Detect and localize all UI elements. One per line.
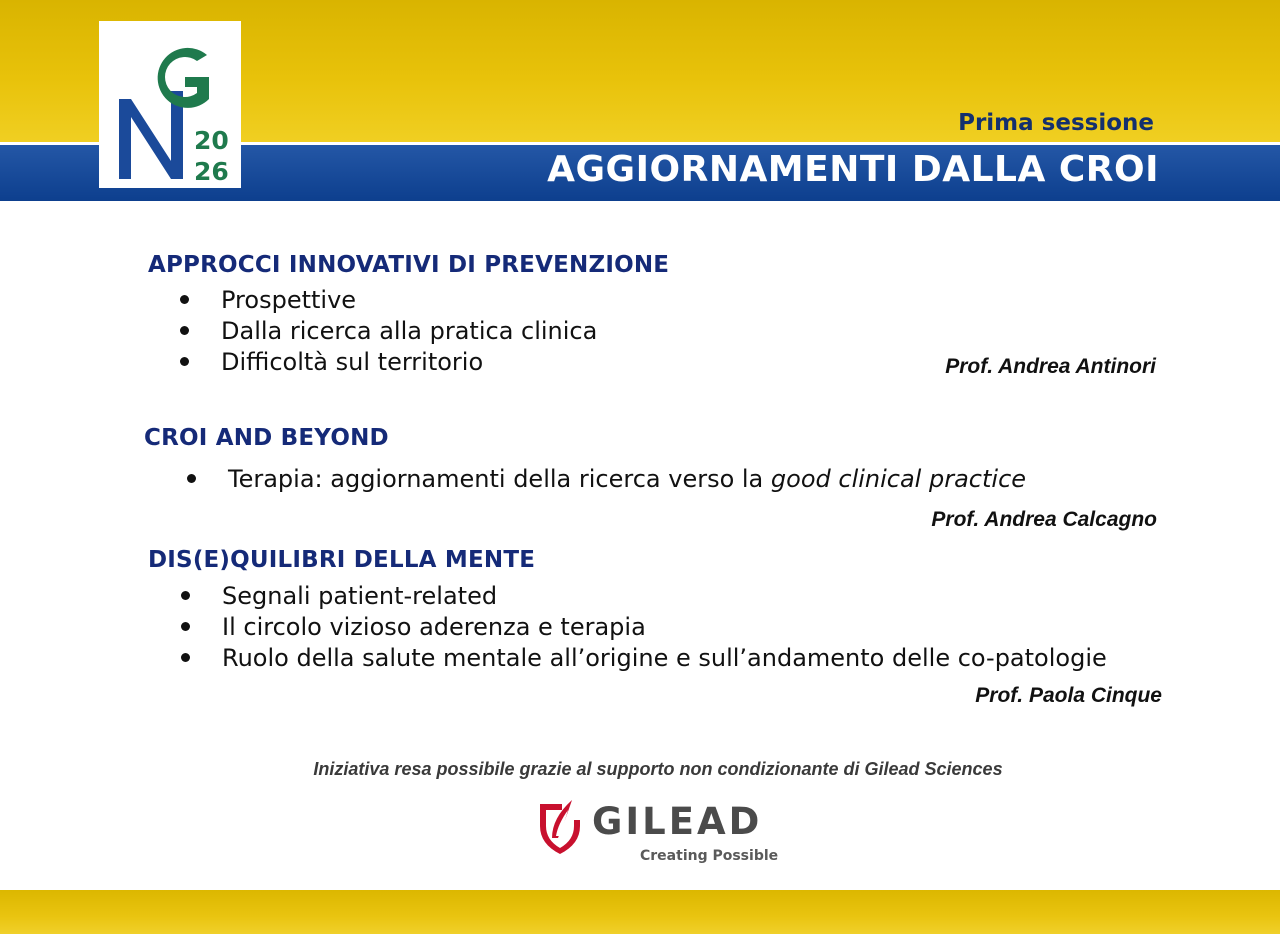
event-logo-text <box>99 21 241 188</box>
event-logo <box>99 21 241 188</box>
section-title-croi-beyond: CROI AND BEYOND <box>144 425 389 451</box>
list-item <box>181 581 1107 612</box>
bottom-gold-band <box>0 890 1280 934</box>
speaker-calcagno: Prof. Andrea Calcagno <box>931 508 1157 531</box>
logo-letter-g: G <box>188 151 189 152</box>
list-item <box>181 612 1107 643</box>
logo-letter-n: N <box>188 152 189 153</box>
list-item-text: Terapia: aggiornamenti della ricerca verso la <box>228 465 771 493</box>
bullet-list-mente <box>181 581 1107 674</box>
list-item <box>180 316 597 347</box>
sponsor-tagline: Creating Possible <box>640 848 779 864</box>
bullet-dot-icon <box>181 591 190 600</box>
bullet-dot-icon <box>180 295 189 304</box>
sponsor-note: Iniziativa resa possibile grazie al supporto non condizionante di Gilead Sciences <box>313 759 1003 779</box>
sponsor-name: GILEAD <box>592 800 763 843</box>
list-item <box>180 285 597 316</box>
session-label: Prima sessione <box>958 110 1154 136</box>
speaker-antinori: Prof. Andrea Antinori <box>945 355 1156 378</box>
section-title-mente: DIS(E)QUILIBRI DELLA MENTE <box>148 547 536 573</box>
list-item-text: Il circolo vizioso aderenza e terapia <box>222 613 646 641</box>
bullet-dot-icon <box>181 653 190 662</box>
gilead-logo-icon <box>536 796 584 856</box>
bullet-dot-icon <box>187 474 196 483</box>
list-item-text: Difficoltà sul territorio <box>221 348 484 376</box>
bullet-dot-icon <box>180 326 189 335</box>
page-title: AGGIORNAMENTI DALLA CROI <box>547 149 1159 190</box>
list-item-text: Segnali patient-related <box>222 582 498 610</box>
section-title-prevention: APPROCCI INNOVATIVI DI PREVENZIONE <box>148 252 670 278</box>
list-item-text: Prospettive <box>221 286 357 314</box>
speaker-cinque: Prof. Paola Cinque <box>975 684 1162 707</box>
logo-year-top: 20 <box>194 126 229 155</box>
list-item <box>180 347 597 378</box>
list-item <box>187 464 1026 495</box>
list-item-italic-text: good clinical practice <box>770 465 1027 493</box>
logo-year-bottom: 26 <box>194 157 229 186</box>
list-item-text: Ruolo della salute mentale all’origine e sull’andamento delle co-patologie <box>222 644 1107 672</box>
bullet-dot-icon <box>180 357 189 366</box>
bullet-list-prevention <box>180 285 597 378</box>
bullet-list-croi-beyond <box>187 464 1026 495</box>
list-item <box>181 643 1107 674</box>
bullet-dot-icon <box>181 622 190 631</box>
list-item-text: Dalla ricerca alla pratica clinica <box>221 317 598 345</box>
sponsor-logo <box>536 796 786 868</box>
